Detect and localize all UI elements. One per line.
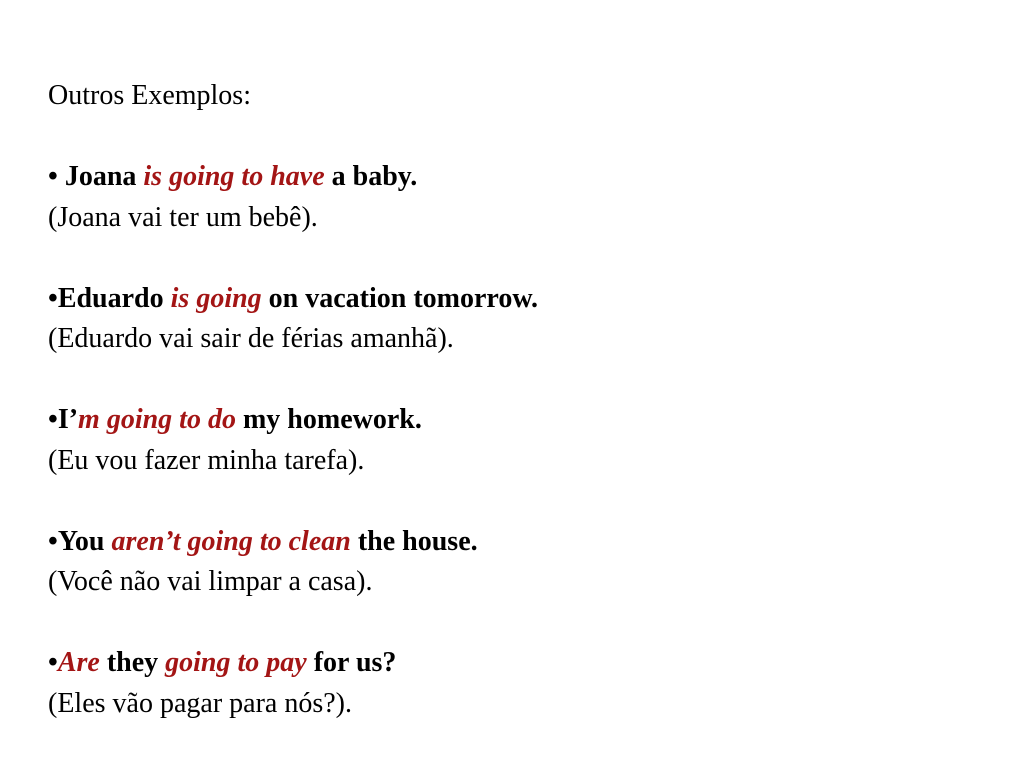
- example-sentence: [48, 522, 988, 563]
- example-sentence: [48, 279, 988, 320]
- subject-text: Joana: [64, 161, 144, 192]
- example-translation: (Joana vai ter um bebê).: [48, 201, 318, 233]
- spacer: [48, 360, 988, 401]
- highlighted-verb: m going to do: [78, 404, 236, 435]
- example-translation: (Você não vai limpar a casa).: [48, 566, 373, 597]
- sentence-rest: the house.: [350, 525, 478, 557]
- subject-text: You: [57, 525, 112, 557]
- highlighted-verb: aren’t going to clean: [111, 525, 351, 557]
- example-sentence: [48, 643, 988, 684]
- example-translation: (Eduardo vai sair de férias amanhã).: [48, 323, 454, 354]
- bullet: •: [48, 404, 58, 435]
- bullet: •: [48, 161, 65, 192]
- slide-heading: Outros Exemplos:: [48, 80, 251, 111]
- subject-text: they: [99, 647, 166, 678]
- spacer: [48, 238, 988, 279]
- sentence-rest: for us?: [306, 647, 397, 678]
- example-translation: (Eles vão pagar para nós?).: [48, 687, 352, 719]
- spacer: [48, 117, 988, 158]
- spacer: [48, 481, 988, 522]
- sentence-rest: a baby.: [324, 161, 418, 192]
- example-sentence: [48, 400, 988, 441]
- example-translation: (Eu vou fazer minha tarefa).: [48, 444, 365, 476]
- bullet: •: [48, 282, 58, 314]
- slide-body: [48, 76, 988, 724]
- example-sentence: [48, 157, 988, 198]
- sentence-rest: my homework.: [235, 404, 422, 435]
- highlighted-verb: Are: [57, 647, 100, 678]
- subject-text: Eduardo: [57, 282, 171, 314]
- spacer: [48, 603, 988, 644]
- highlighted-verb: is going: [170, 282, 262, 314]
- bullet: •: [48, 525, 58, 557]
- sentence-rest: on vacation tomorrow.: [261, 282, 539, 314]
- subject-text: I’: [57, 404, 79, 435]
- highlighted-verb: going to pay: [165, 647, 307, 678]
- highlighted-verb: is going to have: [143, 161, 325, 192]
- bullet: •: [48, 647, 58, 678]
